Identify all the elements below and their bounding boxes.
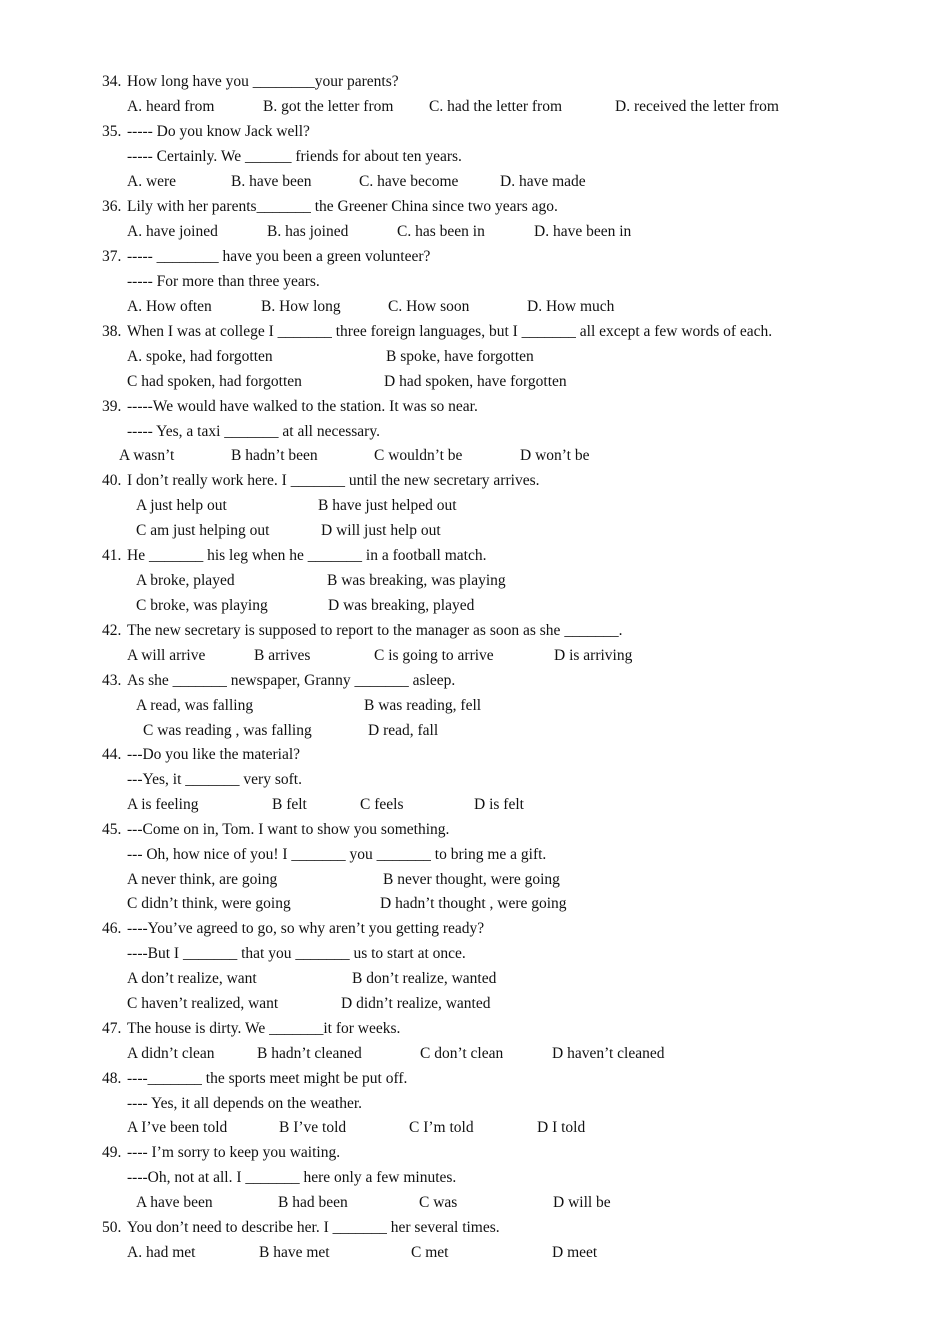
opt-a: A will arrive xyxy=(127,647,206,664)
opt-d: D. received the letter from xyxy=(615,98,779,115)
opt-b: B was reading, fell xyxy=(364,697,482,714)
opt-c: C don’t clean xyxy=(420,1045,504,1062)
opt-b: B have met xyxy=(259,1244,330,1261)
q-number: 39. xyxy=(102,398,122,415)
opt-d: D hadn’t thought , were going xyxy=(380,895,567,912)
opt-d: D I told xyxy=(537,1119,586,1136)
q-stem: ---Do you like the material? xyxy=(127,746,301,763)
opt-c: C broke, was playing xyxy=(136,597,268,614)
opt-d: D read, fall xyxy=(368,722,439,739)
q-stem: ----- ________ have you been a green volunteer? xyxy=(127,248,431,265)
opt-c: C. has been in xyxy=(397,223,485,240)
opt-b: B have just helped out xyxy=(318,497,457,514)
opt-a: A. heard from xyxy=(127,98,215,115)
q-number: 35. xyxy=(102,123,122,140)
opt-a: A wasn’t xyxy=(119,447,175,464)
opt-a: A don’t realize, want xyxy=(127,970,257,987)
opt-c: C was reading , was falling xyxy=(143,722,312,739)
opt-b: B. got the letter from xyxy=(263,98,394,115)
opt-b: B was breaking, was playing xyxy=(327,572,506,589)
opt-a: A. spoke, had forgotten xyxy=(127,348,273,365)
opt-d: D didn’t realize, wanted xyxy=(341,995,491,1012)
opt-c: C wouldn’t be xyxy=(374,447,463,464)
opt-b: B I’ve told xyxy=(279,1119,347,1136)
opt-d: D will be xyxy=(553,1194,611,1211)
opt-d: D was breaking, played xyxy=(328,597,475,614)
dialog-line: ----- Yes, a taxi _______ at all necessary. xyxy=(127,423,380,440)
opt-d: D haven’t cleaned xyxy=(552,1045,665,1062)
opt-c: C met xyxy=(411,1244,449,1261)
q-stem: You don’t need to describe her. I _______ her several times. xyxy=(127,1219,500,1236)
opt-b: B. have been xyxy=(231,173,312,190)
q-number: 40. xyxy=(102,472,122,489)
opt-a: A. were xyxy=(127,173,177,190)
q-stem: -----We would have walked to the station. It was so near. xyxy=(127,398,478,415)
opt-b: B spoke, have forgotten xyxy=(386,348,534,365)
opt-c: C feels xyxy=(360,796,404,813)
opt-a: A broke, played xyxy=(136,572,235,589)
opt-b: B. How long xyxy=(261,298,341,315)
q-stem: ----_______ the sports meet might be put off. xyxy=(127,1070,408,1087)
q-number: 36. xyxy=(102,198,122,215)
dialog-line: ----- Certainly. We ______ friends for about ten years. xyxy=(127,148,462,165)
q-number: 47. xyxy=(102,1020,122,1037)
q-stem: I don’t really work here. I _______ until the new secretary arrives. xyxy=(127,472,540,489)
opt-b: B hadn’t been xyxy=(231,447,318,464)
opt-d: D had spoken, have forgotten xyxy=(384,373,567,390)
opt-a: A read, was falling xyxy=(136,697,254,714)
q-number: 38. xyxy=(102,323,122,340)
opt-b: B. has joined xyxy=(267,223,349,240)
opt-c: C I’m told xyxy=(409,1119,474,1136)
q-number: 42. xyxy=(102,622,122,639)
opt-d: D. How much xyxy=(527,298,615,315)
opt-d: D will just help out xyxy=(321,522,441,539)
q-stem: He _______ his leg when he _______ in a football match. xyxy=(127,547,487,564)
opt-c: C. had the letter from xyxy=(429,98,562,115)
q-stem: ----You’ve agreed to go, so why aren’t you getting ready? xyxy=(127,920,485,937)
dialog-line: ---- Yes, it all depends on the weather. xyxy=(127,1095,363,1112)
opt-c: C had spoken, had forgotten xyxy=(127,373,302,390)
q-stem: The new secretary is supposed to report to the manager as soon as she _______. xyxy=(127,622,623,639)
opt-c: C. How soon xyxy=(388,298,470,315)
q-number: 48. xyxy=(102,1070,122,1087)
opt-d: D is arriving xyxy=(554,647,633,664)
q-number: 43. xyxy=(102,672,122,689)
q-number: 37. xyxy=(102,248,122,265)
opt-b: B never thought, were going xyxy=(383,871,560,888)
opt-b: B arrives xyxy=(254,647,311,664)
opt-d: D meet xyxy=(552,1244,598,1261)
opt-a: A I’ve been told xyxy=(127,1119,228,1136)
q-stem: As she _______ newspaper, Granny _______ asleep. xyxy=(127,672,456,689)
q-number: 46. xyxy=(102,920,122,937)
opt-b: B hadn’t cleaned xyxy=(257,1045,362,1062)
opt-a: A never think, are going xyxy=(127,871,278,888)
opt-c: C was xyxy=(419,1194,458,1211)
q-stem: ---- I’m sorry to keep you waiting. xyxy=(127,1144,341,1161)
opt-a: A. have joined xyxy=(127,223,218,240)
q-stem: Lily with her parents_______ the Greener China since two years ago. xyxy=(127,198,558,215)
q-number: 44. xyxy=(102,746,122,763)
dialog-line: ----Oh, not at all. I _______ here only a few minutes. xyxy=(127,1169,457,1186)
q-stem: The house is dirty. We _______it for weeks. xyxy=(127,1020,401,1037)
opt-a: A just help out xyxy=(136,497,227,514)
opt-b: B had been xyxy=(278,1194,348,1211)
opt-d: D. have made xyxy=(500,173,586,190)
opt-b: B don’t realize, wanted xyxy=(352,970,497,987)
opt-c: C am just helping out xyxy=(136,522,270,539)
q-number: 41. xyxy=(102,547,122,564)
opt-a: A. How often xyxy=(127,298,212,315)
dialog-line: ---Yes, it _______ very soft. xyxy=(127,771,302,788)
opt-c: C haven’t realized, want xyxy=(127,995,279,1012)
q-stem: How long have you ________your parents? xyxy=(127,73,399,90)
opt-d: D won’t be xyxy=(520,447,590,464)
q-number: 34. xyxy=(102,73,122,90)
opt-a: A didn’t clean xyxy=(127,1045,215,1062)
q-stem: ----- Do you know Jack well? xyxy=(127,123,310,140)
dialog-line: ----- For more than three years. xyxy=(127,273,320,290)
q-number: 45. xyxy=(102,821,122,838)
dialog-line: --- Oh, how nice of you! I _______ you _______ to bring me a gift. xyxy=(127,846,547,863)
q-stem: When I was at college I _______ three foreign languages, but I _______ all except a few words of each. xyxy=(127,323,773,340)
opt-c: C is going to arrive xyxy=(374,647,494,664)
q-number: 49. xyxy=(102,1144,122,1161)
dialog-line: ----But I _______ that you _______ us to start at once. xyxy=(127,945,466,962)
opt-d: D is felt xyxy=(474,796,524,813)
q-number: 50. xyxy=(102,1219,122,1236)
opt-c: C. have become xyxy=(359,173,459,190)
opt-a: A. had met xyxy=(127,1244,196,1261)
opt-c: C didn’t think, were going xyxy=(127,895,291,912)
opt-a: A have been xyxy=(136,1194,213,1211)
opt-a: A is feeling xyxy=(127,796,199,813)
q-stem: ---Come on in, Tom. I want to show you something. xyxy=(127,821,450,838)
opt-b: B felt xyxy=(272,796,307,813)
opt-d: D. have been in xyxy=(534,223,632,240)
